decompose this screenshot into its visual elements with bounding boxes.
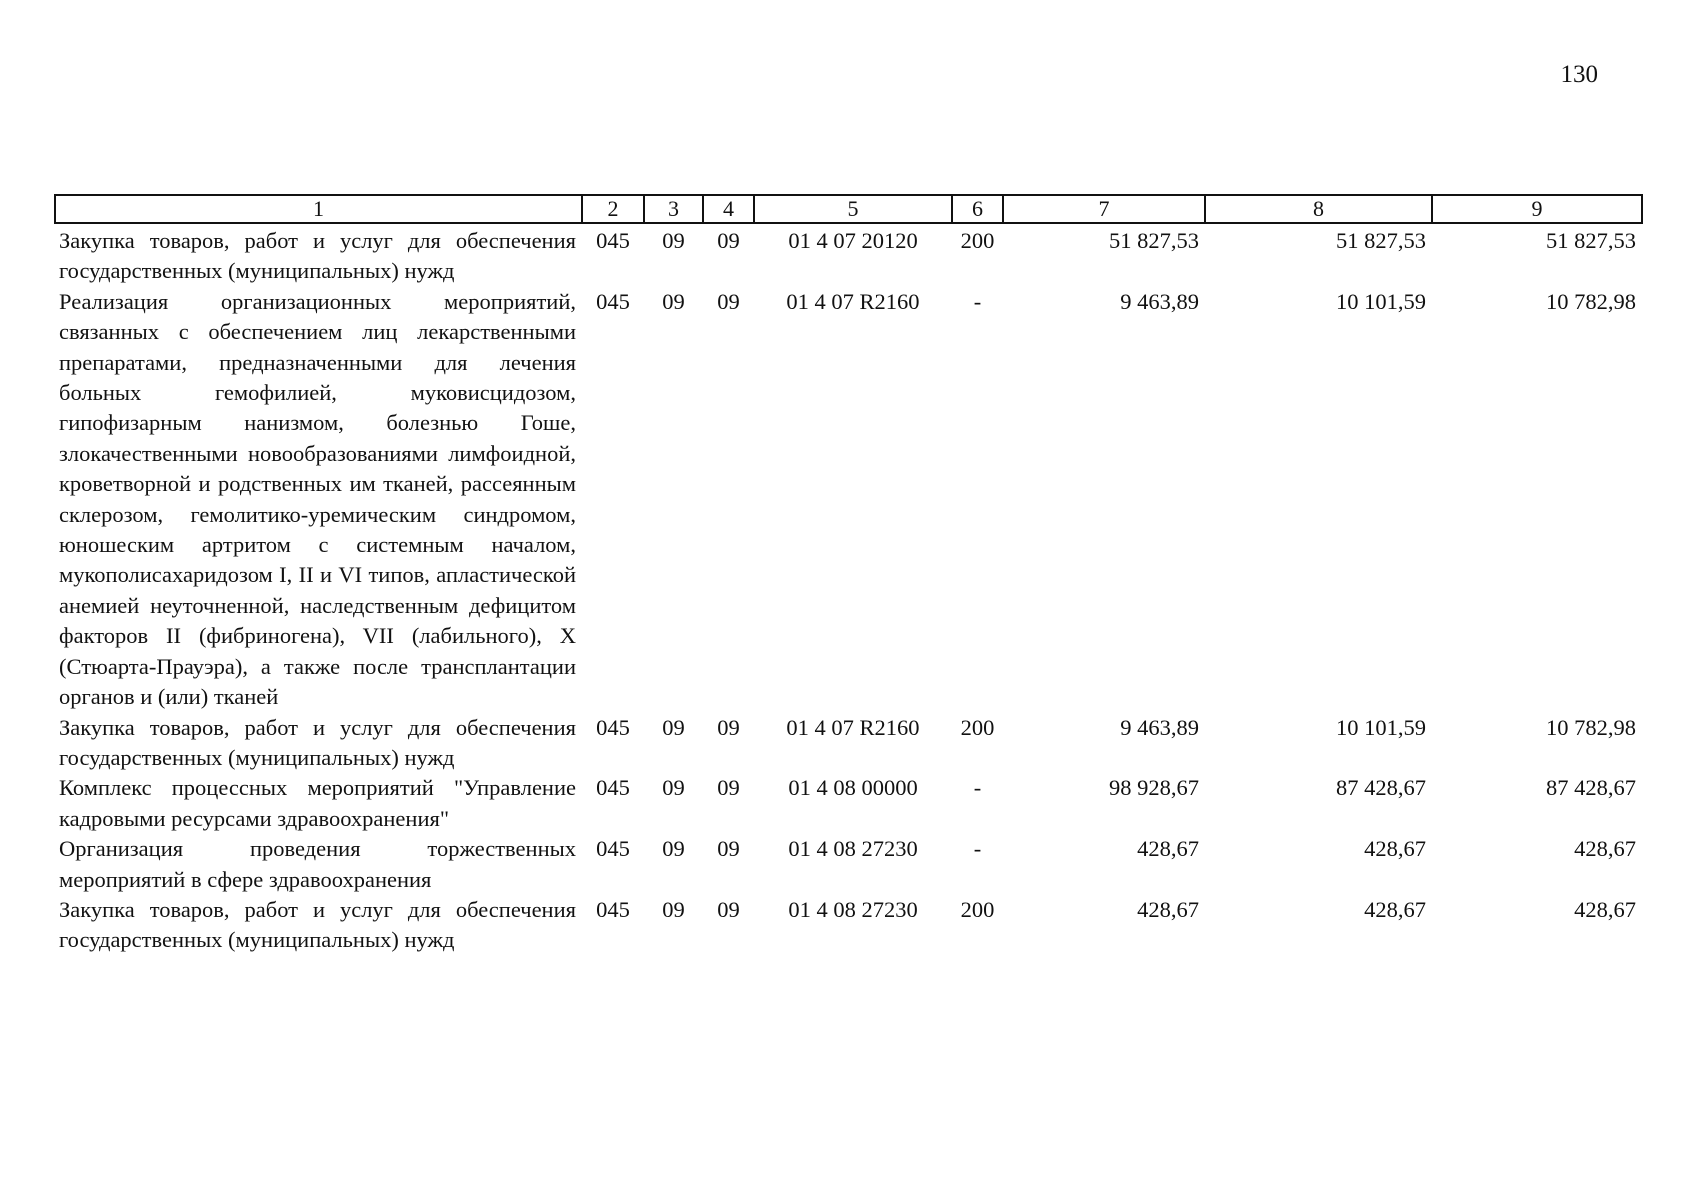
- row-amount-1: 428,67: [1137, 836, 1199, 862]
- table-row: [55, 287, 1642, 713]
- table-row: [55, 773, 1642, 834]
- row-grbs: 045: [596, 775, 630, 801]
- row-amount-3: 87 428,67: [1546, 775, 1636, 801]
- row-amount-1: 9 463,89: [1120, 288, 1199, 314]
- row-amount-3: 10 782,98: [1546, 288, 1636, 314]
- row-name: Организация проведения торжественных мероприятий в сфере здравоохранения: [59, 836, 576, 892]
- column-header-6: 6: [952, 195, 1003, 223]
- column-header-4: 4: [703, 195, 754, 223]
- header-row: [55, 195, 1642, 223]
- row-subsection: 09: [717, 775, 740, 801]
- row-subsection: 09: [717, 836, 740, 862]
- row-target-code: 01 4 07 20120: [788, 228, 918, 253]
- row-grbs: 045: [596, 836, 630, 862]
- row-expense-type: -: [973, 836, 982, 862]
- row-name: Реализация организационных мероприятий, связанных с обеспечением лиц лекарственными препаратами, предназначенными для лечения больных гемофилией, муковисцидозом, гипофизарным нанизмом, болезнью Гоше, злокачественными новообразованиями лимфоидной, кроветворной и родственных им тканей, рассеянным склерозом, гемолитико-уремическим синдромом, юношеским артритом с системным началом, мукополисахаридозом I, II и VI типов, апластической анемией неуточненной, наследственным дефицитом факторов II (фибриногена), VII (лабильного), X (Стюарта-Прауэра), а также после трансплантации органов и (или) тканей: [59, 288, 576, 710]
- row-expense-type: -: [973, 288, 982, 314]
- budget-table: [54, 194, 1643, 956]
- table-row: [55, 223, 1642, 287]
- row-amount-2: 10 101,59: [1336, 714, 1426, 740]
- row-section: 09: [662, 775, 685, 801]
- row-amount-2: 10 101,59: [1336, 288, 1426, 314]
- row-amount-1: 51 827,53: [1109, 228, 1199, 253]
- row-amount-3: 428,67: [1574, 836, 1636, 862]
- page-number: 130: [1560, 61, 1598, 88]
- row-amount-3: 10 782,98: [1546, 714, 1636, 740]
- row-name: Закупка товаров, работ и услуг для обеспечения государственных (муниципальных) нужд: [59, 714, 576, 770]
- row-section: 09: [662, 288, 685, 314]
- column-header-2: 2: [582, 195, 644, 223]
- row-amount-3: 428,67: [1574, 896, 1636, 922]
- row-amount-1: 428,67: [1137, 896, 1199, 922]
- row-expense-type: 200: [960, 896, 995, 922]
- row-amount-2: 428,67: [1364, 836, 1426, 862]
- column-header-9: 9: [1432, 195, 1642, 223]
- row-amount-3: 51 827,53: [1546, 228, 1636, 253]
- row-name: Закупка товаров, работ и услуг для обеспечения государственных (муниципальных) нужд: [59, 228, 576, 284]
- row-section: 09: [662, 228, 685, 253]
- row-section: 09: [662, 836, 685, 862]
- row-target-code: 01 4 08 00000: [788, 775, 918, 801]
- row-grbs: 045: [596, 288, 630, 314]
- row-target-code: 01 4 08 27230: [788, 836, 918, 862]
- column-header-7: 7: [1003, 195, 1205, 223]
- table-row: [55, 834, 1642, 895]
- row-amount-1: 9 463,89: [1120, 714, 1199, 740]
- column-header-1: 1: [55, 195, 582, 223]
- row-grbs: 045: [596, 228, 630, 253]
- row-target-code: 01 4 08 27230: [788, 896, 918, 922]
- row-name: Закупка товаров, работ и услуг для обеспечения государственных (муниципальных) нужд: [59, 896, 576, 953]
- row-subsection: 09: [717, 896, 740, 922]
- row-expense-type: -: [973, 775, 982, 801]
- row-target-code: 01 4 07 R2160: [786, 714, 920, 740]
- table-row: [55, 713, 1642, 774]
- column-header-3: 3: [644, 195, 703, 223]
- table-row: [55, 895, 1642, 956]
- row-subsection: 09: [717, 714, 740, 740]
- row-amount-2: 51 827,53: [1336, 228, 1426, 253]
- row-target-code: 01 4 07 R2160: [786, 288, 920, 314]
- row-subsection: 09: [717, 288, 740, 314]
- row-amount-2: 428,67: [1364, 896, 1426, 922]
- row-amount-2: 87 428,67: [1336, 775, 1426, 801]
- row-amount-1: 98 928,67: [1109, 775, 1199, 801]
- row-subsection: 09: [717, 228, 740, 253]
- column-header-5: 5: [754, 195, 952, 223]
- row-grbs: 045: [596, 896, 630, 922]
- row-expense-type: 200: [960, 714, 995, 740]
- column-header-8: 8: [1205, 195, 1432, 223]
- row-name: Комплекс процессных мероприятий "Управление кадровыми ресурсами здравоохранения": [59, 775, 576, 831]
- row-grbs: 045: [596, 714, 630, 740]
- row-section: 09: [662, 714, 685, 740]
- row-section: 09: [662, 896, 685, 922]
- row-expense-type: 200: [960, 228, 995, 253]
